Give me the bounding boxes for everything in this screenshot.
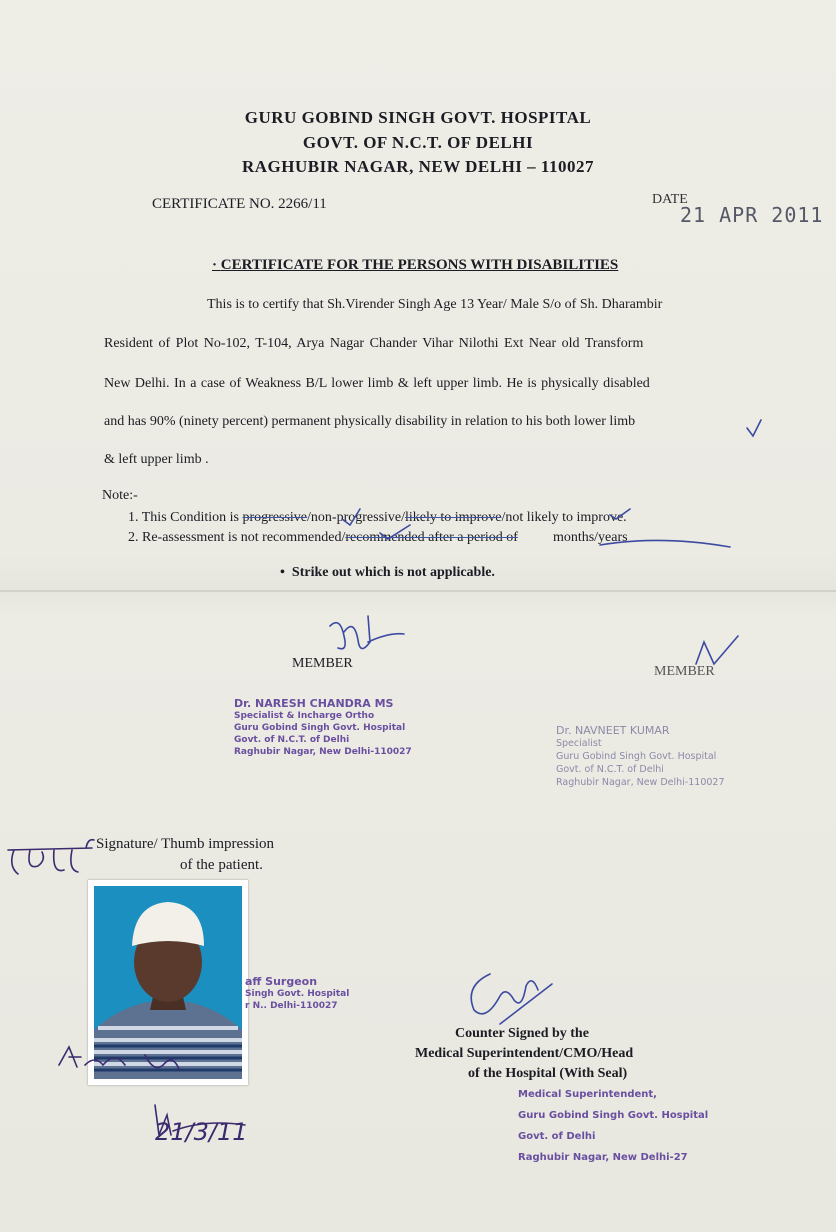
certificate-title bbox=[212, 257, 618, 274]
note-tick-marks bbox=[330, 505, 750, 555]
stamp-line: Dr. NARESH CHANDRA MS bbox=[234, 697, 394, 710]
patient-signature-icon bbox=[2, 830, 106, 882]
note-1-prefix: 1. This Condition is bbox=[128, 510, 243, 525]
body-line-3: New Delhi. In a case of Weakness B/L lower limb & left upper limb. He is physically disabled bbox=[104, 376, 650, 391]
note-1-struck-progressive: progressive bbox=[242, 510, 308, 525]
note-1-suffix: /not likely to improve. bbox=[501, 510, 627, 525]
date-label: DATE bbox=[652, 192, 688, 207]
tick-mark-icon bbox=[342, 509, 360, 525]
stamp-line: Specialist bbox=[556, 738, 602, 749]
stamp-line: Guru Gobind Singh Govt. Hospital bbox=[518, 1110, 709, 1121]
body-line-5: & left upper limb . bbox=[104, 452, 209, 467]
stamp-line: Guru Gobind Singh Govt. Hospital bbox=[556, 751, 717, 762]
stamp-line: Dr. NAVNEET KUMAR bbox=[556, 724, 670, 737]
body-line-2: Resident of Plot No-102, T-104, Arya Nagar Chander Vihar Nilothi Ext Near old Transform bbox=[104, 336, 644, 351]
stamp-line: Govt. of N.C.T. of Delhi bbox=[556, 764, 664, 775]
counter-signature-icon bbox=[460, 966, 560, 1030]
body-line-1: This is to certify that Sh.Virender Singh Age 13 Year/ Male S/o of Sh. Dharambir bbox=[207, 297, 663, 312]
hospital-address: RAGHUBIR NAGAR, NEW DELHI – 110027 bbox=[241, 157, 594, 176]
staff-surgeon-stamp bbox=[245, 976, 405, 1012]
counter-signed-line-1: Counter Signed by the bbox=[455, 1026, 589, 1041]
note-1-mid: /non-progressive/ bbox=[307, 510, 406, 525]
stamp-line: Govt. of Delhi bbox=[518, 1131, 596, 1142]
signature-label-2: of the patient. bbox=[180, 857, 263, 873]
hospital-govt: GOVT. OF N.C.T. OF DELHI bbox=[302, 133, 534, 152]
strike-out-text: Strike out which is not applicable. bbox=[291, 565, 495, 580]
counter-signed-line-3: of the Hospital (With Seal) bbox=[468, 1066, 628, 1081]
note-1-struck-likely: likely to improve bbox=[405, 510, 502, 525]
tick-mark-icon bbox=[610, 509, 630, 519]
tick-mark-icon bbox=[380, 525, 410, 539]
stamp-line: Specialist & Incharge Ortho bbox=[234, 711, 375, 721]
limb-tick-icon bbox=[745, 418, 765, 442]
stamp-line: aff Surgeon bbox=[245, 975, 318, 988]
certificate-number: CERTIFICATE NO. 2266/11 bbox=[152, 196, 327, 212]
member-left-stamp bbox=[234, 698, 454, 758]
note-2-struck: recommended after a period of bbox=[345, 530, 518, 545]
stamp-line: Medical Superintendent, bbox=[518, 1089, 657, 1100]
body-line-4: and has 90% (ninety percent) permanent physically disability in relation to his both lower limb bbox=[104, 414, 636, 429]
stamp-line: Singh Govt. Hospital bbox=[245, 989, 350, 999]
stamp-line: Raghubir Nagar, New Delhi-110027 bbox=[234, 747, 412, 757]
bullet-icon: • bbox=[280, 565, 292, 580]
pen-stroke-icon bbox=[600, 540, 730, 547]
hospital-name: GURU GOBIND SINGH GOVT. HOSPITAL bbox=[244, 108, 592, 127]
stamp-line: Guru Gobind Singh Govt. Hospital bbox=[234, 723, 406, 733]
member-left-label: MEMBER bbox=[292, 656, 353, 671]
note-2-suffix: months/years bbox=[517, 530, 628, 545]
handwritten-date: 21/3/11 bbox=[155, 1118, 248, 1146]
note-2-prefix: 2. Re-assessment is not recommended/ bbox=[128, 530, 346, 545]
stamp-line: Raghubir Nagar, New Delhi-110027 bbox=[556, 777, 725, 788]
note-label: Note:- bbox=[102, 488, 138, 503]
counter-signed-line-2: Medical Superintendent/CMO/Head bbox=[415, 1046, 634, 1061]
member-right-label: MEMBER bbox=[654, 664, 715, 679]
date-stamp: 21 APR 2011 bbox=[680, 203, 824, 227]
member-right-stamp bbox=[556, 724, 796, 789]
title-bullet: · bbox=[212, 257, 221, 273]
strike-out-note bbox=[280, 565, 495, 581]
stamp-line: Raghubir Nagar, New Delhi-27 bbox=[518, 1152, 688, 1163]
stamp-line: r N.. Delhi-110027 bbox=[245, 1001, 338, 1011]
paper-fold bbox=[0, 590, 836, 592]
signature-label: Signature/ Thumb impression bbox=[96, 836, 275, 852]
medical-superintendent-stamp bbox=[518, 1084, 748, 1168]
stamp-line: Govt. of N.C.T. of Delhi bbox=[234, 735, 350, 745]
title-text: CERTIFICATE FOR THE PERSONS WITH DISABILITIES bbox=[220, 257, 619, 273]
